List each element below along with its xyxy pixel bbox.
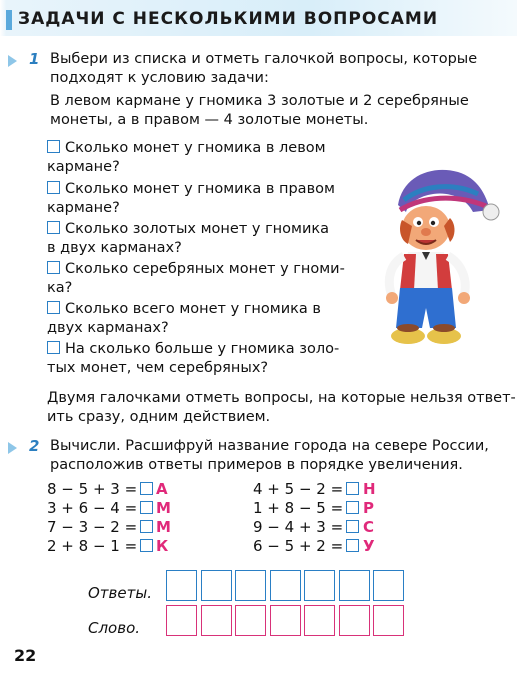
question-5	[47, 300, 321, 338]
word-cell[interactable]	[304, 605, 335, 636]
answers-cells	[166, 570, 408, 601]
task-marker-icon	[8, 442, 17, 454]
letter-left-1: А	[156, 480, 168, 498]
question-4-line1: Сколько серебряных монет у гноми-	[65, 261, 345, 277]
question-3-line1: Сколько золотых монет у гномика	[65, 221, 330, 237]
task-1-footer-line1: Двумя галочками отметь вопросы, на которые нельзя ответ-	[47, 390, 516, 406]
word-label: Слово.	[88, 619, 141, 637]
example-left-2: 3 + 6 − 4 =	[47, 499, 153, 517]
task-2-instruction-line1: Вычисли. Расшифруй название города на севере России,	[50, 438, 489, 454]
question-1-line1: Сколько монет у гномика в левом	[65, 140, 326, 156]
question-5-line1: Сколько всего монет у гномика в	[65, 301, 321, 317]
page-number: 22	[14, 646, 37, 665]
answer-cell[interactable]	[304, 570, 335, 601]
letter-right-1: Н	[363, 480, 376, 498]
letter-right-4: У	[363, 537, 375, 555]
word-cell[interactable]	[166, 605, 197, 636]
task-marker-icon	[8, 55, 17, 67]
question-5-checkbox[interactable]	[47, 301, 60, 314]
example-right-4: 6 − 5 + 2 =	[253, 537, 359, 555]
letter-left-2: М	[156, 499, 171, 517]
question-4-checkbox[interactable]	[47, 261, 60, 274]
task-1-footer-line2: ить сразу, одним действием.	[47, 409, 271, 425]
word-cell[interactable]	[201, 605, 232, 636]
word-cell[interactable]	[373, 605, 404, 636]
answer-cell[interactable]	[339, 570, 370, 601]
header-accent-bar	[6, 10, 12, 30]
question-1-line2: кармане?	[47, 159, 120, 175]
letter-left-3: М	[156, 518, 171, 536]
word-cell[interactable]	[339, 605, 370, 636]
task-2-number: 2	[29, 437, 40, 455]
answer-box[interactable]	[140, 520, 153, 533]
answer-box[interactable]	[140, 482, 153, 495]
answer-box[interactable]	[346, 520, 359, 533]
answer-box[interactable]	[346, 482, 359, 495]
task-1-instruction-line1: Выбери из списка и отметь галочкой вопросы, которые	[50, 51, 478, 67]
answer-cell[interactable]	[166, 570, 197, 601]
question-3	[47, 220, 329, 258]
answer-box[interactable]	[140, 501, 153, 514]
answers-label: Ответы.	[88, 584, 152, 602]
example-left-3: 7 − 3 − 2 =	[47, 518, 153, 536]
example-left-4: 2 + 8 − 1 =	[47, 537, 153, 555]
question-2	[47, 180, 335, 218]
task-1-condition-line1: В левом кармане у гномика 3 золотые и 2 серебряные	[50, 93, 469, 109]
word-cell[interactable]	[235, 605, 266, 636]
letter-right-3: С	[363, 518, 375, 536]
task-1-instruction-line2: подходят к условию задачи:	[50, 70, 269, 86]
question-2-line1: Сколько монет у гномика в правом	[65, 181, 335, 197]
section-title: ЗАДАЧИ С НЕСКОЛЬКИМИ ВОПРОСАМИ	[18, 9, 439, 29]
answer-cell[interactable]	[270, 570, 301, 601]
answer-cell[interactable]	[235, 570, 266, 601]
question-5-line2: двух карманах?	[47, 320, 169, 336]
task-2-instruction-line2: расположив ответы примеров в порядке увеличения.	[50, 457, 463, 473]
question-3-checkbox[interactable]	[47, 221, 60, 234]
answer-box[interactable]	[346, 501, 359, 514]
answer-box[interactable]	[140, 539, 153, 552]
gnome-illustration	[378, 160, 503, 355]
answer-cell[interactable]	[373, 570, 404, 601]
word-cells	[166, 605, 408, 636]
task-1-number: 1	[29, 50, 40, 68]
question-4	[47, 260, 345, 298]
question-6-line2: тых монет, чем серебряных?	[47, 360, 269, 376]
example-right-1: 4 + 5 − 2 =	[253, 480, 359, 498]
task-1-condition-line2: монеты, а в правом — 4 золотые монеты.	[50, 112, 369, 128]
word-cell[interactable]	[270, 605, 301, 636]
question-2-line2: кармане?	[47, 200, 120, 216]
example-left-1: 8 − 5 + 3 =	[47, 480, 153, 498]
question-4-line2: ка?	[47, 280, 73, 296]
answer-cell[interactable]	[201, 570, 232, 601]
letter-right-2: Р	[363, 499, 374, 517]
question-1-checkbox[interactable]	[47, 140, 60, 153]
example-right-2: 1 + 8 − 5 =	[253, 499, 359, 517]
section-header	[0, 0, 517, 36]
question-3-line2: в двух карманах?	[47, 240, 182, 256]
question-6-line1: На сколько больше у гномика золо-	[65, 341, 340, 357]
question-2-checkbox[interactable]	[47, 181, 60, 194]
question-6-checkbox[interactable]	[47, 341, 60, 354]
example-right-3: 9 − 4 + 3 =	[253, 518, 359, 536]
question-6	[47, 340, 339, 378]
answer-box[interactable]	[346, 539, 359, 552]
letter-left-4: К	[156, 537, 169, 555]
question-1	[47, 139, 326, 177]
